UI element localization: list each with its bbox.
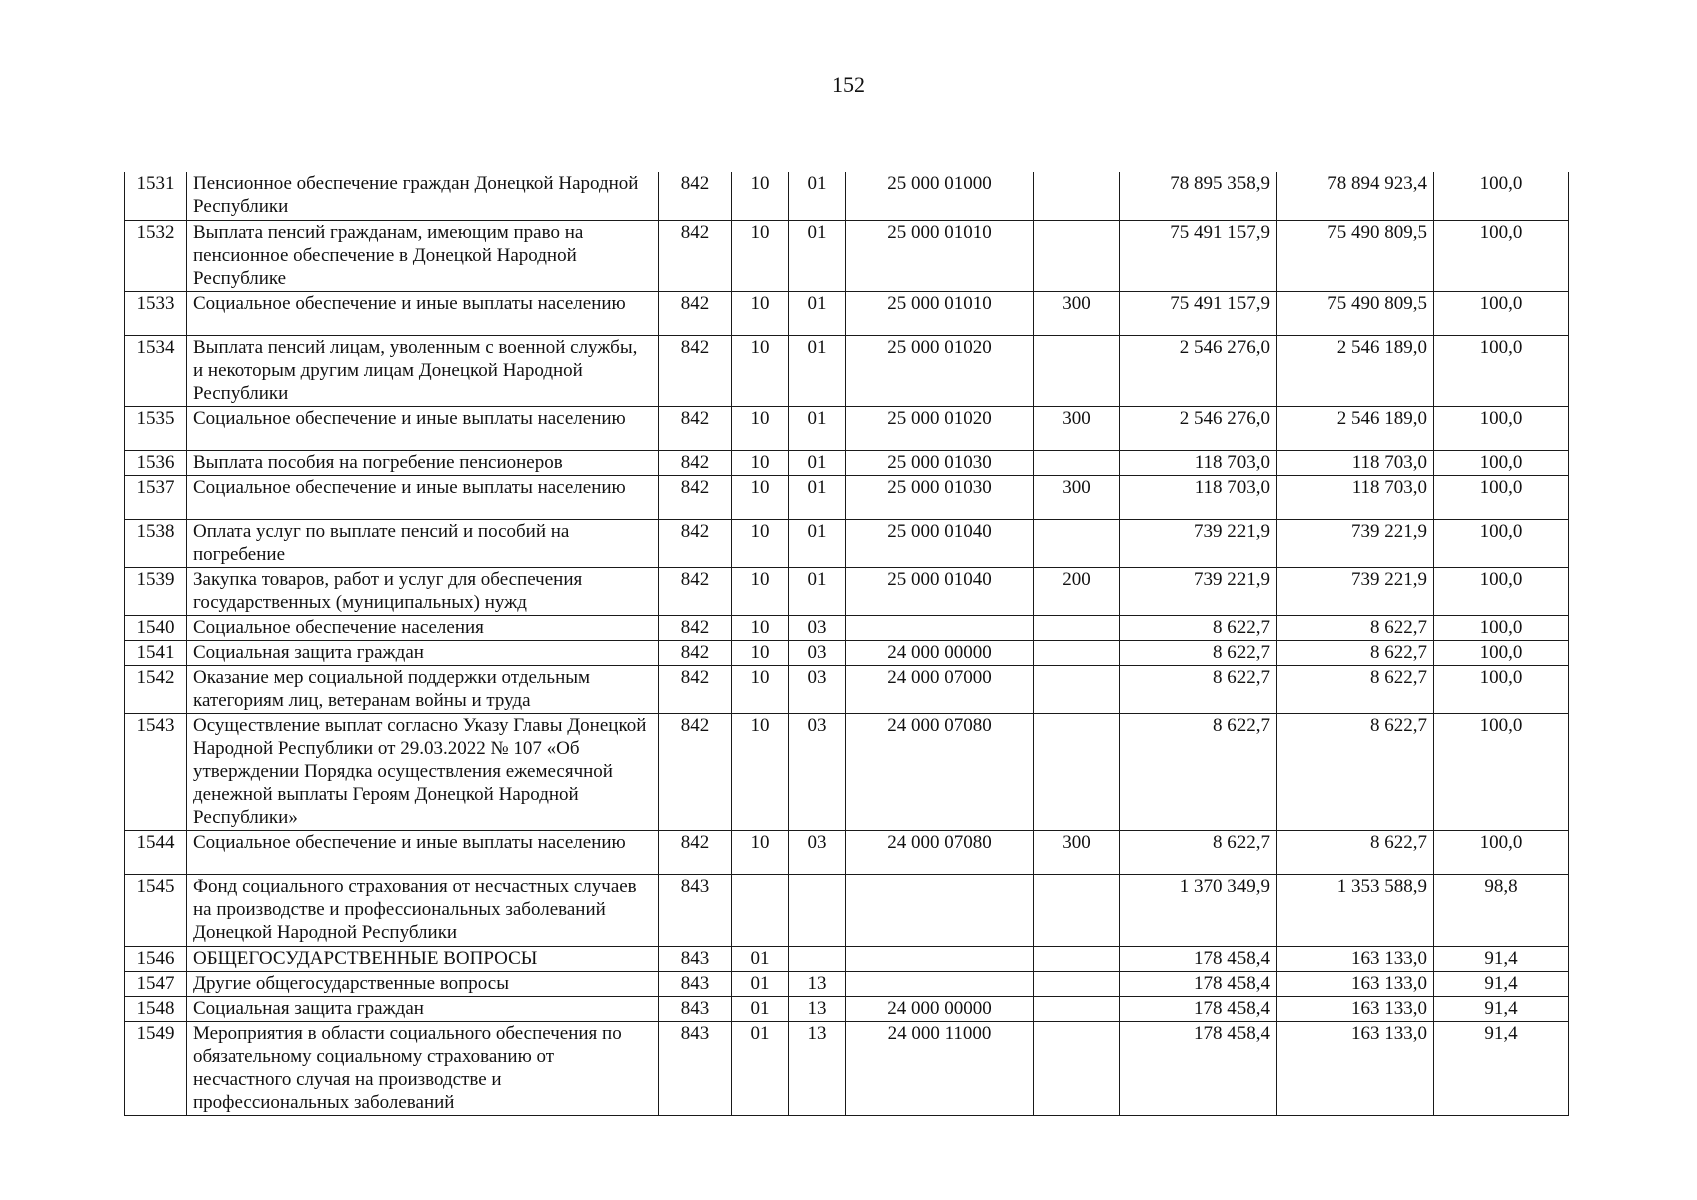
dept-code: 843 <box>659 946 732 971</box>
section-code: 10 <box>732 450 789 475</box>
subsection-code: 13 <box>789 971 846 996</box>
percent-executed: 100,0 <box>1434 640 1569 665</box>
percent-executed: 100,0 <box>1434 220 1569 291</box>
row-number: 1543 <box>125 713 187 830</box>
table-row <box>125 291 1569 335</box>
target-article-code: 24 000 00000 <box>846 640 1034 665</box>
actual-amount: 163 133,0 <box>1277 996 1434 1021</box>
planned-amount: 8 622,7 <box>1120 713 1277 830</box>
expense-type-code <box>1034 996 1120 1021</box>
section-code: 10 <box>732 615 789 640</box>
actual-amount: 118 703,0 <box>1277 450 1434 475</box>
planned-amount: 178 458,4 <box>1120 946 1277 971</box>
dept-code: 842 <box>659 406 732 450</box>
subsection-code: 03 <box>789 665 846 713</box>
dept-code: 842 <box>659 291 732 335</box>
planned-amount: 2 546 276,0 <box>1120 406 1277 450</box>
expense-type-code <box>1034 640 1120 665</box>
percent-executed: 100,0 <box>1434 406 1569 450</box>
actual-amount: 118 703,0 <box>1277 475 1434 519</box>
table-row <box>125 450 1569 475</box>
target-article-code: 24 000 07080 <box>846 830 1034 874</box>
table-row <box>125 1021 1569 1115</box>
expense-type-code <box>1034 335 1120 406</box>
row-number: 1532 <box>125 220 187 291</box>
target-article-code <box>846 615 1034 640</box>
actual-amount: 163 133,0 <box>1277 946 1434 971</box>
expense-type-code <box>1034 615 1120 640</box>
row-number: 1537 <box>125 475 187 519</box>
target-article-code <box>846 946 1034 971</box>
planned-amount: 8 622,7 <box>1120 640 1277 665</box>
percent-executed: 100,0 <box>1434 335 1569 406</box>
dept-code: 842 <box>659 830 732 874</box>
row-number: 1542 <box>125 665 187 713</box>
actual-amount: 78 894 923,4 <box>1277 172 1434 220</box>
target-article-code: 25 000 01040 <box>846 567 1034 615</box>
table-row <box>125 519 1569 567</box>
subsection-code: 13 <box>789 996 846 1021</box>
actual-amount: 8 622,7 <box>1277 830 1434 874</box>
subsection-code: 03 <box>789 640 846 665</box>
dept-code: 843 <box>659 874 732 946</box>
actual-amount: 8 622,7 <box>1277 665 1434 713</box>
target-article-code: 25 000 01040 <box>846 519 1034 567</box>
percent-executed: 100,0 <box>1434 615 1569 640</box>
expense-type-code: 300 <box>1034 406 1120 450</box>
target-article-code: 24 000 00000 <box>846 996 1034 1021</box>
percent-executed: 100,0 <box>1434 450 1569 475</box>
percent-executed: 98,8 <box>1434 874 1569 946</box>
expense-type-code: 300 <box>1034 291 1120 335</box>
section-code: 10 <box>732 830 789 874</box>
row-name: Социальная защита граждан <box>187 996 659 1021</box>
expense-type-code <box>1034 665 1120 713</box>
row-name: Социальное обеспечение населения <box>187 615 659 640</box>
row-name: ОБЩЕГОСУДАРСТВЕННЫЕ ВОПРОСЫ <box>187 946 659 971</box>
row-name: Выплата пенсий гражданам, имеющим право на пенсионное обеспечение в Донецкой Народной Республике <box>187 220 659 291</box>
subsection-code: 03 <box>789 615 846 640</box>
planned-amount: 178 458,4 <box>1120 996 1277 1021</box>
dept-code: 842 <box>659 567 732 615</box>
table-row <box>125 335 1569 406</box>
row-name: Осуществление выплат согласно Указу Главы Донецкой Народной Республики от 29.03.2022 № 107 «Об утверждении Порядка осуществления ежемесячной денежной выплаты Героям Донецкой Народной Республики» <box>187 713 659 830</box>
row-number: 1545 <box>125 874 187 946</box>
section-code: 10 <box>732 172 789 220</box>
planned-amount: 1 370 349,9 <box>1120 874 1277 946</box>
subsection-code <box>789 874 846 946</box>
section-code: 01 <box>732 971 789 996</box>
row-number: 1538 <box>125 519 187 567</box>
row-name: Социальное обеспечение и иные выплаты населению <box>187 475 659 519</box>
section-code: 10 <box>732 519 789 567</box>
expense-type-code <box>1034 874 1120 946</box>
target-article-code: 25 000 01020 <box>846 335 1034 406</box>
target-article-code <box>846 971 1034 996</box>
row-name: Социальная защита граждан <box>187 640 659 665</box>
subsection-code: 13 <box>789 1021 846 1115</box>
planned-amount: 75 491 157,9 <box>1120 291 1277 335</box>
row-number: 1548 <box>125 996 187 1021</box>
target-article-code: 25 000 01010 <box>846 220 1034 291</box>
percent-executed: 91,4 <box>1434 971 1569 996</box>
row-name: Социальное обеспечение и иные выплаты населению <box>187 406 659 450</box>
percent-executed: 100,0 <box>1434 519 1569 567</box>
row-number: 1540 <box>125 615 187 640</box>
percent-executed: 100,0 <box>1434 665 1569 713</box>
subsection-code: 01 <box>789 172 846 220</box>
section-code: 10 <box>732 567 789 615</box>
actual-amount: 1 353 588,9 <box>1277 874 1434 946</box>
page-number: 152 <box>832 72 865 97</box>
table-row <box>125 172 1569 220</box>
dept-code: 842 <box>659 172 732 220</box>
subsection-code: 03 <box>789 713 846 830</box>
expense-type-code <box>1034 1021 1120 1115</box>
row-number: 1549 <box>125 1021 187 1115</box>
subsection-code <box>789 946 846 971</box>
dept-code: 842 <box>659 450 732 475</box>
expense-type-code <box>1034 946 1120 971</box>
section-code: 01 <box>732 996 789 1021</box>
dept-code: 843 <box>659 1021 732 1115</box>
percent-executed: 100,0 <box>1434 713 1569 830</box>
row-number: 1534 <box>125 335 187 406</box>
planned-amount: 118 703,0 <box>1120 450 1277 475</box>
row-number: 1535 <box>125 406 187 450</box>
dept-code: 842 <box>659 475 732 519</box>
subsection-code: 01 <box>789 475 846 519</box>
dept-code: 842 <box>659 615 732 640</box>
percent-executed: 100,0 <box>1434 291 1569 335</box>
expense-type-code: 300 <box>1034 475 1120 519</box>
expense-type-code <box>1034 450 1120 475</box>
section-code: 10 <box>732 640 789 665</box>
row-number: 1547 <box>125 971 187 996</box>
row-name: Мероприятия в области социального обеспечения по обязательному социальному страхованию от несчастного случая на производстве и профессиональных заболеваний <box>187 1021 659 1115</box>
planned-amount: 739 221,9 <box>1120 519 1277 567</box>
planned-amount: 118 703,0 <box>1120 475 1277 519</box>
row-number: 1536 <box>125 450 187 475</box>
dept-code: 843 <box>659 996 732 1021</box>
section-code: 10 <box>732 291 789 335</box>
actual-amount: 2 546 189,0 <box>1277 406 1434 450</box>
dept-code: 842 <box>659 713 732 830</box>
row-name: Другие общегосударственные вопросы <box>187 971 659 996</box>
row-number: 1531 <box>125 172 187 220</box>
table-row <box>125 830 1569 874</box>
target-article-code: 25 000 01030 <box>846 475 1034 519</box>
row-name: Выплата пособия на погребение пенсионеров <box>187 450 659 475</box>
row-name: Оплата услуг по выплате пенсий и пособий на погребение <box>187 519 659 567</box>
planned-amount: 8 622,7 <box>1120 665 1277 713</box>
section-code: 10 <box>732 335 789 406</box>
section-code: 10 <box>732 220 789 291</box>
table-row <box>125 567 1569 615</box>
actual-amount: 163 133,0 <box>1277 1021 1434 1115</box>
row-number: 1539 <box>125 567 187 615</box>
percent-executed: 100,0 <box>1434 567 1569 615</box>
table-row <box>125 665 1569 713</box>
table-row <box>125 475 1569 519</box>
subsection-code: 01 <box>789 450 846 475</box>
table-row <box>125 971 1569 996</box>
actual-amount: 8 622,7 <box>1277 640 1434 665</box>
row-name: Закупка товаров, работ и услуг для обеспечения государственных (муниципальных) нужд <box>187 567 659 615</box>
table-row <box>125 220 1569 291</box>
subsection-code: 01 <box>789 406 846 450</box>
row-name: Социальное обеспечение и иные выплаты населению <box>187 291 659 335</box>
subsection-code: 01 <box>789 519 846 567</box>
percent-executed: 100,0 <box>1434 830 1569 874</box>
table-row <box>125 874 1569 946</box>
dept-code: 842 <box>659 519 732 567</box>
dept-code: 842 <box>659 335 732 406</box>
actual-amount: 8 622,7 <box>1277 615 1434 640</box>
subsection-code: 03 <box>789 830 846 874</box>
planned-amount: 2 546 276,0 <box>1120 335 1277 406</box>
planned-amount: 8 622,7 <box>1120 615 1277 640</box>
expense-type-code <box>1034 172 1120 220</box>
section-code: 01 <box>732 946 789 971</box>
subsection-code: 01 <box>789 335 846 406</box>
row-number: 1533 <box>125 291 187 335</box>
target-article-code <box>846 874 1034 946</box>
section-code <box>732 874 789 946</box>
row-name: Оказание мер социальной поддержки отдельным категориям лиц, ветеранам войны и труда <box>187 665 659 713</box>
percent-executed: 100,0 <box>1434 172 1569 220</box>
section-code: 01 <box>732 1021 789 1115</box>
planned-amount: 178 458,4 <box>1120 1021 1277 1115</box>
expense-type-code: 200 <box>1034 567 1120 615</box>
table-row <box>125 406 1569 450</box>
expense-type-code: 300 <box>1034 830 1120 874</box>
target-article-code: 25 000 01010 <box>846 291 1034 335</box>
row-number: 1544 <box>125 830 187 874</box>
row-name: Пенсионное обеспечение граждан Донецкой Народной Республики <box>187 172 659 220</box>
table-row <box>125 615 1569 640</box>
expense-type-code <box>1034 713 1120 830</box>
planned-amount: 739 221,9 <box>1120 567 1277 615</box>
row-number: 1546 <box>125 946 187 971</box>
percent-executed: 100,0 <box>1434 475 1569 519</box>
dept-code: 843 <box>659 971 732 996</box>
row-name: Социальное обеспечение и иные выплаты населению <box>187 830 659 874</box>
actual-amount: 739 221,9 <box>1277 567 1434 615</box>
target-article-code: 25 000 01020 <box>846 406 1034 450</box>
table-row <box>125 640 1569 665</box>
percent-executed: 91,4 <box>1434 946 1569 971</box>
dept-code: 842 <box>659 220 732 291</box>
row-name: Фонд социального страхования от несчастных случаев на производстве и профессиональных заболеваний Донецкой Народной Республики <box>187 874 659 946</box>
section-code: 10 <box>732 406 789 450</box>
section-code: 10 <box>732 713 789 830</box>
section-code: 10 <box>732 665 789 713</box>
target-article-code: 25 000 01000 <box>846 172 1034 220</box>
row-name: Выплата пенсий лицам, уволенным с военной службы, и некоторым другим лицам Донецкой Народной Республики <box>187 335 659 406</box>
target-article-code: 25 000 01030 <box>846 450 1034 475</box>
subsection-code: 01 <box>789 291 846 335</box>
target-article-code: 24 000 07000 <box>846 665 1034 713</box>
section-code: 10 <box>732 475 789 519</box>
percent-executed: 91,4 <box>1434 996 1569 1021</box>
planned-amount: 78 895 358,9 <box>1120 172 1277 220</box>
actual-amount: 2 546 189,0 <box>1277 335 1434 406</box>
target-article-code: 24 000 07080 <box>846 713 1034 830</box>
dept-code: 842 <box>659 665 732 713</box>
budget-table <box>124 172 1569 1116</box>
row-number: 1541 <box>125 640 187 665</box>
table-row <box>125 996 1569 1021</box>
actual-amount: 739 221,9 <box>1277 519 1434 567</box>
table-row <box>125 713 1569 830</box>
expense-type-code <box>1034 220 1120 291</box>
actual-amount: 75 490 809,5 <box>1277 220 1434 291</box>
actual-amount: 75 490 809,5 <box>1277 291 1434 335</box>
expense-type-code <box>1034 519 1120 567</box>
subsection-code: 01 <box>789 220 846 291</box>
dept-code: 842 <box>659 640 732 665</box>
table-row <box>125 946 1569 971</box>
percent-executed: 91,4 <box>1434 1021 1569 1115</box>
actual-amount: 163 133,0 <box>1277 971 1434 996</box>
planned-amount: 8 622,7 <box>1120 830 1277 874</box>
planned-amount: 75 491 157,9 <box>1120 220 1277 291</box>
actual-amount: 8 622,7 <box>1277 713 1434 830</box>
subsection-code: 01 <box>789 567 846 615</box>
expense-type-code <box>1034 971 1120 996</box>
target-article-code: 24 000 11000 <box>846 1021 1034 1115</box>
planned-amount: 178 458,4 <box>1120 971 1277 996</box>
